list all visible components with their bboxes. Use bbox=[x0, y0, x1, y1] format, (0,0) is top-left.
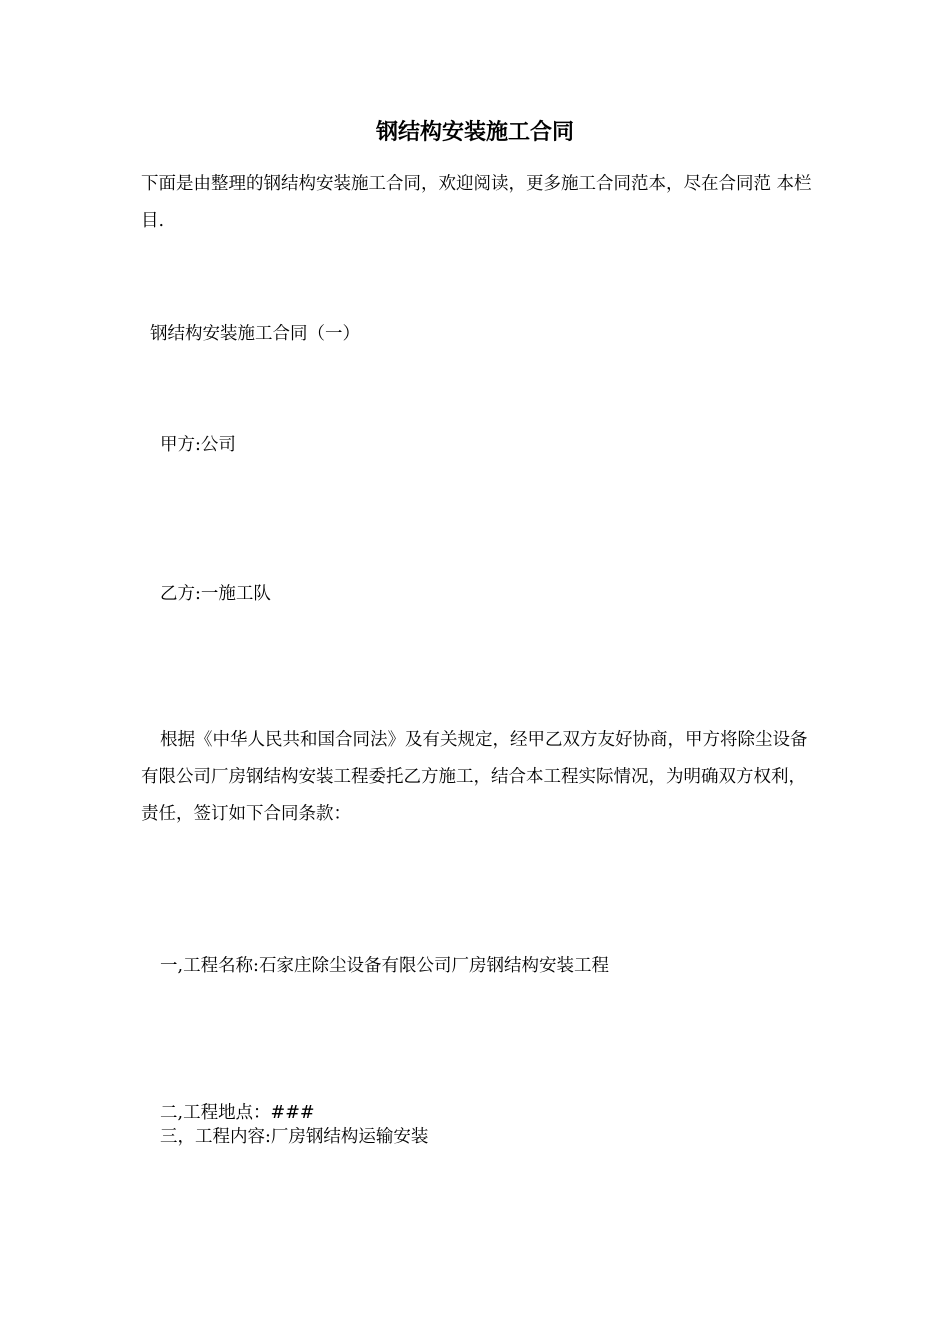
contract-subtitle: 钢结构安装施工合同（一） bbox=[150, 324, 360, 344]
party-a-line: 甲方:公司 bbox=[160, 435, 236, 455]
document-title: 钢结构安装施工合同 bbox=[375, 119, 574, 145]
preamble-paragraph: 根据《中华人民共和国合同法》及有关规定，经甲乙双方友好协商，甲方将除尘设备有限公司厂房钢结构安装工程委托乙方施工，结合本工程实际情况，为明确双方权利，责任，签订如下合同条款： bbox=[141, 730, 808, 824]
clause-project-content: 三，工程内容:厂房钢结构运输安装 bbox=[160, 1127, 429, 1147]
clause-project-name: 一,工程名称:石家庄除尘设备有限公司厂房钢结构安装工程 bbox=[160, 956, 609, 976]
party-b-line: 乙方:一施工队 bbox=[160, 584, 271, 604]
intro-paragraph: 下面是由整理的钢结构安装施工合同，欢迎阅读，更多施工合同范本，尽在合同范 本栏目. bbox=[141, 174, 812, 231]
clause-project-location: 二,工程地点：### bbox=[160, 1103, 315, 1123]
